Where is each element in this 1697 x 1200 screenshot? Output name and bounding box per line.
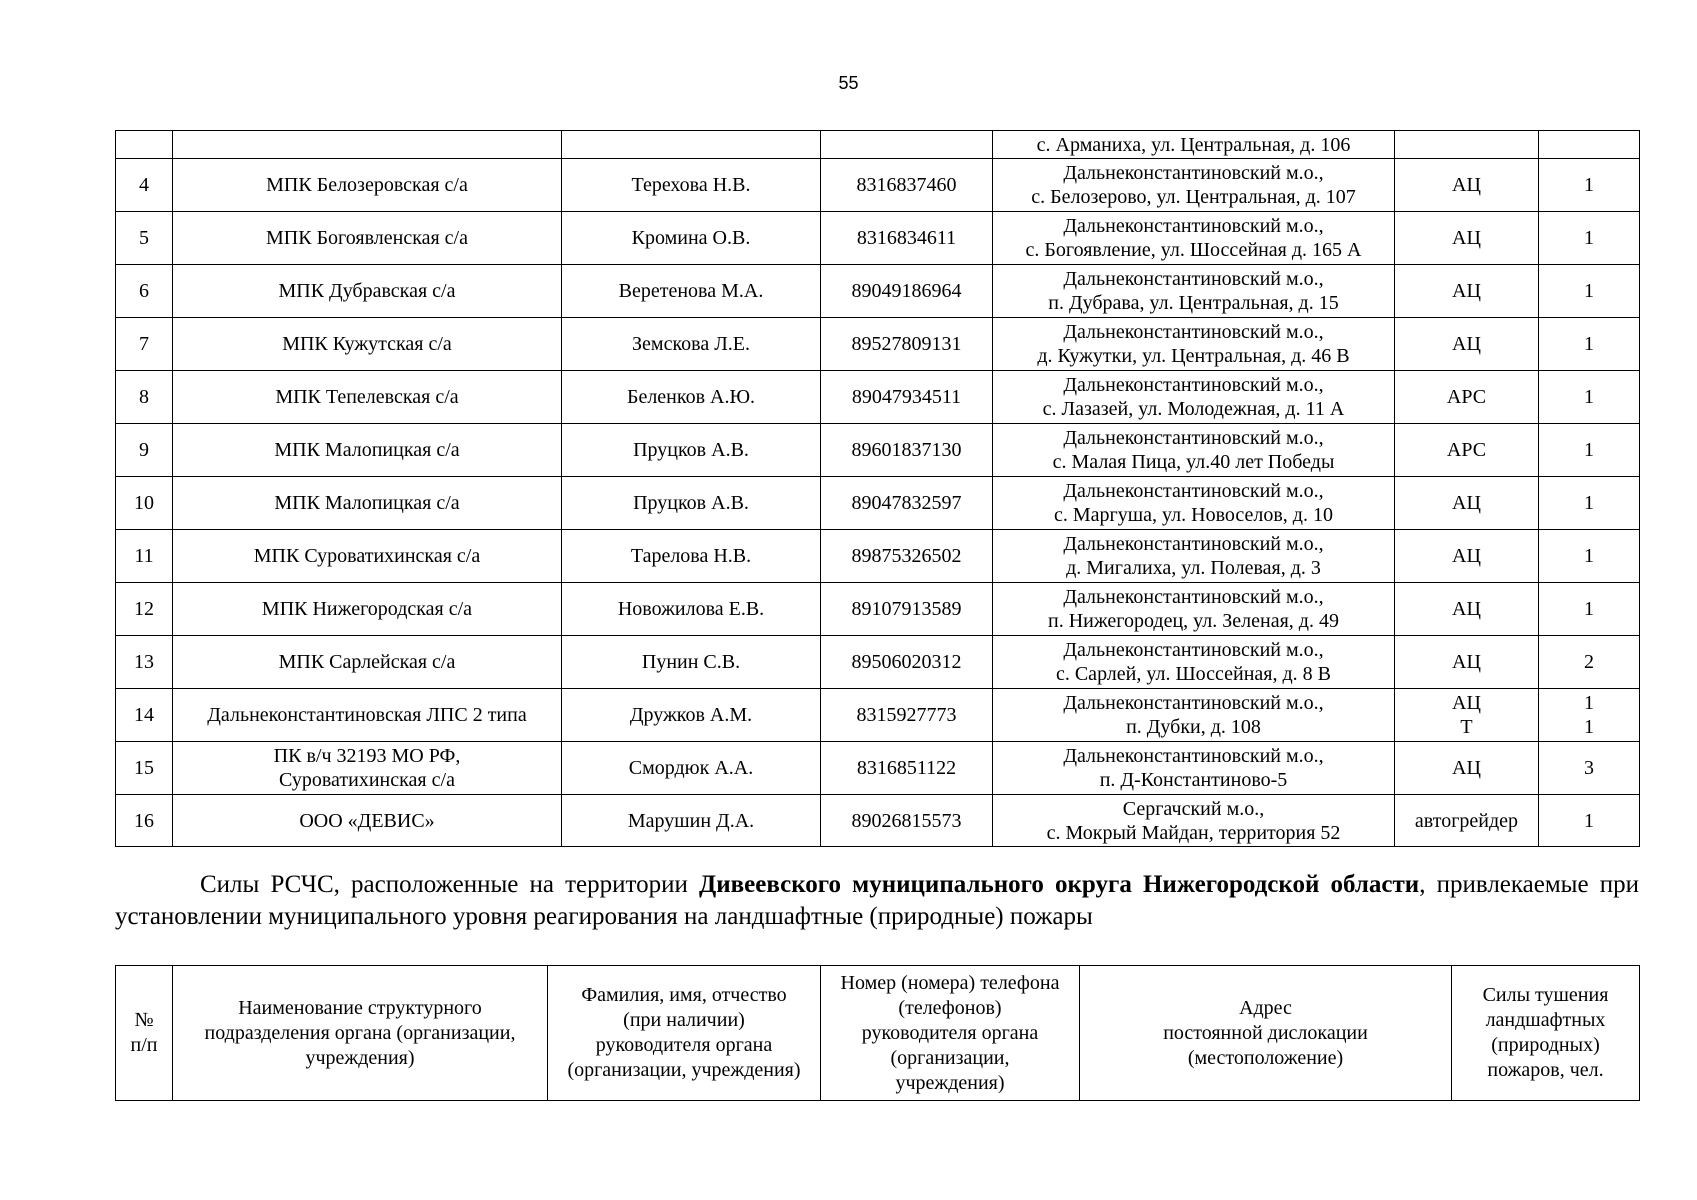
cell-head (562, 795, 821, 847)
cell-head (562, 689, 821, 742)
page-number: 55 (838, 73, 859, 93)
cell-forces-line: АЦ (1452, 333, 1481, 355)
header-line: (природных) (1491, 1034, 1600, 1056)
header-row (116, 966, 1640, 1101)
cell-phone-line: 89506020312 (851, 651, 962, 673)
header-line: ландшафтных (1485, 1009, 1606, 1031)
cell-num-line: 9 (139, 439, 149, 461)
cell-head (562, 159, 821, 212)
cell-head (562, 265, 821, 318)
header-line: № (134, 1009, 154, 1031)
cell-forces-line: АЦ (1452, 280, 1481, 302)
cell-head-line: Пруцков А.В. (633, 492, 749, 514)
cell-count (1539, 636, 1640, 689)
header-line: руководителя органа (595, 1034, 773, 1056)
header-table (115, 965, 1640, 1101)
cell-address-line: Дальнеконстантиновский м.о., (1063, 480, 1324, 502)
cell-phone (821, 424, 993, 477)
cell-head-line: Земскова Л.Е. (632, 333, 750, 355)
cell-num (116, 689, 173, 742)
cell-num-line: 6 (139, 280, 149, 302)
cell-head-line: Веретенова М.А. (618, 280, 764, 302)
cell-phone-line: 8315927773 (856, 704, 957, 726)
table-row (116, 131, 1640, 159)
cell-count-line: 1 (1584, 545, 1594, 567)
cell-head-line: Пруцков А.В. (633, 439, 749, 461)
cell-forces (1395, 583, 1539, 636)
cell-num (116, 371, 173, 424)
section-intro (115, 869, 1639, 933)
cell-address-line: с. Маргуша, ул. Новоселов, д. 10 (1054, 504, 1333, 526)
cell-phone (821, 530, 993, 583)
cell-head (562, 530, 821, 583)
cell-num-line: 7 (139, 333, 149, 355)
header-line: Номер (номера) телефона (840, 971, 1060, 994)
cell-forces (1395, 212, 1539, 265)
table-row (116, 795, 1640, 847)
cell-name-line: ПК в/ч 32193 МО РФ, (273, 745, 461, 767)
cell-address (993, 689, 1395, 742)
header-col-phone (821, 966, 1080, 1101)
table-row (116, 159, 1640, 212)
cell-phone (821, 131, 993, 159)
cell-phone (821, 636, 993, 689)
cell-forces (1395, 742, 1539, 795)
cell-address-line: Дальнеконстантиновский м.о., (1063, 374, 1324, 396)
cell-forces (1395, 131, 1539, 159)
cell-num-line: 14 (134, 704, 154, 726)
cell-address-line: Дальнеконстантиновский м.о., (1063, 745, 1324, 767)
cell-forces-line: АЦ (1452, 545, 1481, 567)
cell-head-line: Тарелова Н.В. (630, 545, 752, 567)
cell-phone (821, 265, 993, 318)
table-row (116, 583, 1640, 636)
cell-forces (1395, 159, 1539, 212)
cell-num (116, 795, 173, 847)
cell-forces-line: АЦ (1452, 492, 1481, 514)
cell-address-line: Дальнеконстантиновский м.о., (1063, 321, 1324, 343)
cell-count (1539, 212, 1640, 265)
cell-forces (1395, 530, 1539, 583)
cell-phone (821, 159, 993, 212)
cell-num-line: 11 (134, 545, 154, 567)
cell-forces-line: АЦ (1452, 692, 1481, 714)
cell-address (993, 636, 1395, 689)
cell-forces (1395, 265, 1539, 318)
cell-head (562, 371, 821, 424)
cell-forces-line: АЦ (1452, 651, 1481, 673)
header-line: (организации, учреждения) (567, 1059, 801, 1081)
cell-num (116, 131, 173, 159)
cell-num-line: 8 (139, 386, 149, 408)
header-line: Фамилия, имя, отчество (581, 984, 787, 1006)
header-line: пожаров, чел. (1487, 1059, 1604, 1081)
header-line: Адрес (1239, 996, 1292, 1019)
cell-phone (821, 795, 993, 847)
cell-address-line: Дальнеконстантиновский м.о., (1063, 639, 1324, 661)
table-row (116, 689, 1640, 742)
cell-name-line: МПК Богоявленская с/а (266, 227, 468, 249)
cell-forces-line: автогрейдер (1414, 809, 1519, 832)
cell-address-line: Дальнеконстантиновский м.о., (1063, 268, 1324, 290)
intro-text-end: , привлекаемые при установлении муниципального уровня реагирования на ландшафтные (природные) пожары (115, 871, 1639, 930)
cell-address-line: с. Богоявление, ул. Шоссейная д. 165 А (1025, 239, 1362, 261)
table-row (116, 424, 1640, 477)
cell-address (993, 318, 1395, 371)
cell-count-line: 1 (1584, 598, 1594, 620)
cell-count (1539, 131, 1640, 159)
cell-name (173, 131, 562, 159)
cell-num (116, 636, 173, 689)
cell-name-line: МПК Малопицкая с/а (274, 439, 460, 461)
table-row (116, 318, 1640, 371)
header-line: Наименование структурного (238, 996, 482, 1019)
header-line: п/п (130, 1034, 158, 1056)
cell-head-line: Кромина О.В. (631, 227, 751, 249)
cell-name (173, 477, 562, 530)
cell-address-line: с. Сарлей, ул. Шоссейная, д. 8 В (1055, 663, 1332, 685)
cell-num-line: 16 (134, 809, 154, 832)
cell-head (562, 318, 821, 371)
cell-count-line: 1 (1584, 809, 1594, 832)
cell-forces-line: АРС (1446, 439, 1487, 461)
cell-address-line: Дальнеконстантиновский м.о., (1063, 427, 1324, 449)
cell-forces-line: АРС (1446, 386, 1487, 408)
cell-count (1539, 265, 1640, 318)
cell-address (993, 424, 1395, 477)
header-line: (организации, (890, 1046, 1010, 1069)
cell-phone-line: 89047832597 (851, 492, 962, 514)
cell-name (173, 371, 562, 424)
cell-num (116, 212, 173, 265)
cell-address-line: п. Нижегородец, ул. Зеленая, д. 49 (1048, 610, 1339, 632)
cell-address (993, 477, 1395, 530)
cell-address-line: с. Малая Пица, ул.40 лет Победы (1052, 451, 1335, 473)
cell-phone (821, 318, 993, 371)
cell-count (1539, 318, 1640, 371)
cell-head-line: Пунин С.В. (641, 651, 741, 673)
cell-name-line: МПК Малопицкая с/а (274, 492, 460, 514)
cell-forces-line: Т (1460, 716, 1473, 738)
header-line: руководителя органа (861, 1021, 1039, 1044)
cell-address (993, 159, 1395, 212)
cell-address (993, 265, 1395, 318)
cell-phone-line: 8316837460 (856, 174, 957, 196)
forces-table-body (116, 131, 1640, 847)
cell-forces (1395, 318, 1539, 371)
table-row (116, 371, 1640, 424)
cell-head (562, 636, 821, 689)
cell-forces-line: АЦ (1452, 227, 1481, 249)
cell-count-line: 1 (1584, 333, 1594, 355)
cell-head-line: Смордюк А.А. (628, 757, 754, 779)
cell-count (1539, 583, 1640, 636)
cell-count (1539, 159, 1640, 212)
cell-address-line: Сергачский м.о., (1122, 797, 1265, 820)
cell-head (562, 477, 821, 530)
cell-address (993, 212, 1395, 265)
cell-name-line: МПК Кужутская с/а (282, 333, 452, 355)
cell-count-line: 1 (1584, 227, 1594, 249)
cell-head-line: Дружков А.М. (629, 704, 753, 726)
cell-phone (821, 583, 993, 636)
header-line: подразделения органа (организации, (204, 1021, 516, 1044)
cell-forces-line: АЦ (1452, 174, 1481, 196)
cell-address-line: Дальнеконстантиновский м.о., (1063, 586, 1324, 608)
cell-address-line: Дальнеконстантиновский м.о., (1063, 533, 1324, 555)
cell-phone-line: 89026815573 (851, 809, 962, 832)
cell-count-line: 1 (1584, 174, 1594, 196)
cell-phone-line: 89107913589 (851, 598, 962, 620)
cell-count (1539, 424, 1640, 477)
cell-address-line: с. Белозерово, ул. Центральная, д. 107 (1031, 186, 1356, 208)
cell-num-line: 15 (134, 757, 154, 779)
cell-address-line: п. Дубки, д. 108 (1126, 716, 1261, 738)
cell-phone (821, 477, 993, 530)
cell-address-line: Дальнеконстантиновский м.о., (1063, 692, 1324, 714)
cell-count-line: 1 (1584, 692, 1594, 714)
cell-head (562, 424, 821, 477)
cell-forces (1395, 689, 1539, 742)
cell-phone-line: 8316834611 (856, 227, 957, 249)
cell-head (562, 131, 821, 159)
table-row (116, 636, 1640, 689)
cell-num (116, 318, 173, 371)
cell-forces (1395, 477, 1539, 530)
cell-count (1539, 795, 1640, 847)
header-col-head (548, 966, 821, 1101)
cell-head-line: Марушин Д.А. (627, 809, 755, 832)
cell-num (116, 742, 173, 795)
cell-num-line: 10 (134, 492, 154, 514)
cell-count-line: 1 (1584, 492, 1594, 514)
cell-num-line: 12 (134, 598, 154, 620)
cell-phone-line: 89527809131 (851, 333, 962, 355)
cell-num (116, 159, 173, 212)
cell-num-line: 13 (134, 651, 154, 673)
cell-count-line: 1 (1584, 386, 1594, 408)
cell-count-line: 1 (1584, 716, 1594, 738)
cell-name (173, 159, 562, 212)
cell-count-line: 2 (1584, 651, 1594, 673)
cell-forces (1395, 371, 1539, 424)
cell-phone-line: 89875326502 (851, 545, 962, 567)
cell-forces-line: АЦ (1452, 757, 1481, 779)
cell-name-line: Суроватихинская с/а (279, 769, 455, 791)
intro-district: Дивеевского муниципального округа Нижегородской области (699, 871, 1420, 898)
forces-table (115, 130, 1640, 847)
cell-phone (821, 689, 993, 742)
header-line: Силы тушения (1482, 984, 1609, 1006)
cell-name-line: МПК Суроватихинская с/а (253, 545, 481, 567)
cell-count-line: 1 (1584, 280, 1594, 302)
table-row (116, 265, 1640, 318)
cell-phone-line: 89047934511 (851, 386, 962, 408)
cell-num (116, 583, 173, 636)
cell-head (562, 742, 821, 795)
header-col-num (116, 966, 173, 1101)
intro-text-start: Силы РСЧС, расположенные на территории (200, 871, 700, 898)
cell-name-line: МПК Белозеровская с/а (266, 174, 468, 196)
cell-name (173, 742, 562, 795)
cell-phone (821, 371, 993, 424)
cell-phone-line: 89601837130 (851, 439, 962, 461)
cell-name (173, 318, 562, 371)
cell-head-line: Терехова Н.В. (631, 174, 751, 196)
cell-address-line: с. Мокрый Майдан, территория 52 (1046, 821, 1341, 844)
cell-forces-line: АЦ (1452, 598, 1481, 620)
cell-forces (1395, 636, 1539, 689)
header-line: постоянной дислокации (1163, 1021, 1368, 1044)
cell-address-line: Дальнеконстантиновский м.о., (1063, 162, 1324, 184)
header-line: учреждения) (895, 1071, 1005, 1094)
cell-name (173, 689, 562, 742)
cell-head (562, 583, 821, 636)
table-row (116, 742, 1640, 795)
cell-name (173, 583, 562, 636)
cell-phone-line: 8316851122 (856, 757, 957, 779)
cell-count (1539, 371, 1640, 424)
cell-address-line: д. Кужутки, ул. Центральная, д. 46 В (1037, 345, 1350, 367)
cell-forces (1395, 424, 1539, 477)
header-line: (при наличии) (623, 1009, 745, 1031)
cell-phone (821, 742, 993, 795)
cell-name (173, 424, 562, 477)
cell-num (116, 530, 173, 583)
cell-address-line: п. Д-Константиново-5 (1099, 769, 1288, 791)
cell-num (116, 265, 173, 318)
header-line: (телефонов) (898, 996, 1002, 1019)
cell-name (173, 636, 562, 689)
header-line: учреждения) (305, 1046, 415, 1069)
header-col-name (173, 966, 548, 1101)
cell-name (173, 265, 562, 318)
cell-address-line: с. Лазазей, ул. Молодежная, д. 11 А (1042, 398, 1345, 420)
cell-address-line: п. Дубрава, ул. Центральная, д. 15 (1048, 292, 1339, 314)
cell-name-line: ООО «ДЕВИС» (299, 809, 435, 832)
header-col-address (1080, 966, 1452, 1101)
cell-name (173, 530, 562, 583)
cell-name-line: МПК Сарлейская с/а (278, 651, 456, 673)
cell-address (993, 371, 1395, 424)
cell-forces (1395, 795, 1539, 847)
cell-address (993, 530, 1395, 583)
cell-count (1539, 689, 1640, 742)
table-row (116, 212, 1640, 265)
cell-head (562, 212, 821, 265)
cell-num (116, 477, 173, 530)
cell-address-line: д. Мигалиха, ул. Полевая, д. 3 (1066, 557, 1321, 579)
cell-address-line: Дальнеконстантиновский м.о., (1063, 215, 1324, 237)
cell-phone (821, 212, 993, 265)
header-line: (местоположение) (1187, 1046, 1344, 1069)
table-row (116, 530, 1640, 583)
cell-num-line: 4 (139, 174, 149, 196)
cell-count-line: 3 (1584, 757, 1594, 779)
cell-count (1539, 477, 1640, 530)
cell-count-line: 1 (1584, 439, 1594, 461)
cell-head-line: Беленков А.Ю. (626, 386, 756, 408)
table-row (116, 477, 1640, 530)
cell-head-line: Новожилова Е.В. (617, 598, 765, 620)
cell-name-line: МПК Дубравская с/а (278, 280, 456, 302)
cell-count (1539, 742, 1640, 795)
cell-address (993, 583, 1395, 636)
cell-num (116, 424, 173, 477)
cell-phone-line: 89049186964 (851, 280, 962, 302)
cell-num-line: 5 (139, 227, 149, 249)
cell-name-line: Дальнеконстантиновская ЛПС 2 типа (207, 704, 527, 726)
cell-name-line: МПК Тепелевская с/а (275, 386, 459, 408)
cell-address: с. Арманиха, ул. Центральная, д. 106 (993, 131, 1395, 159)
cell-name (173, 795, 562, 847)
cell-name-line: МПК Нижегородская с/а (261, 598, 473, 620)
cell-address (993, 795, 1395, 847)
cell-address (993, 742, 1395, 795)
cell-count (1539, 530, 1640, 583)
header-col-forces (1452, 966, 1640, 1101)
cell-name (173, 212, 562, 265)
